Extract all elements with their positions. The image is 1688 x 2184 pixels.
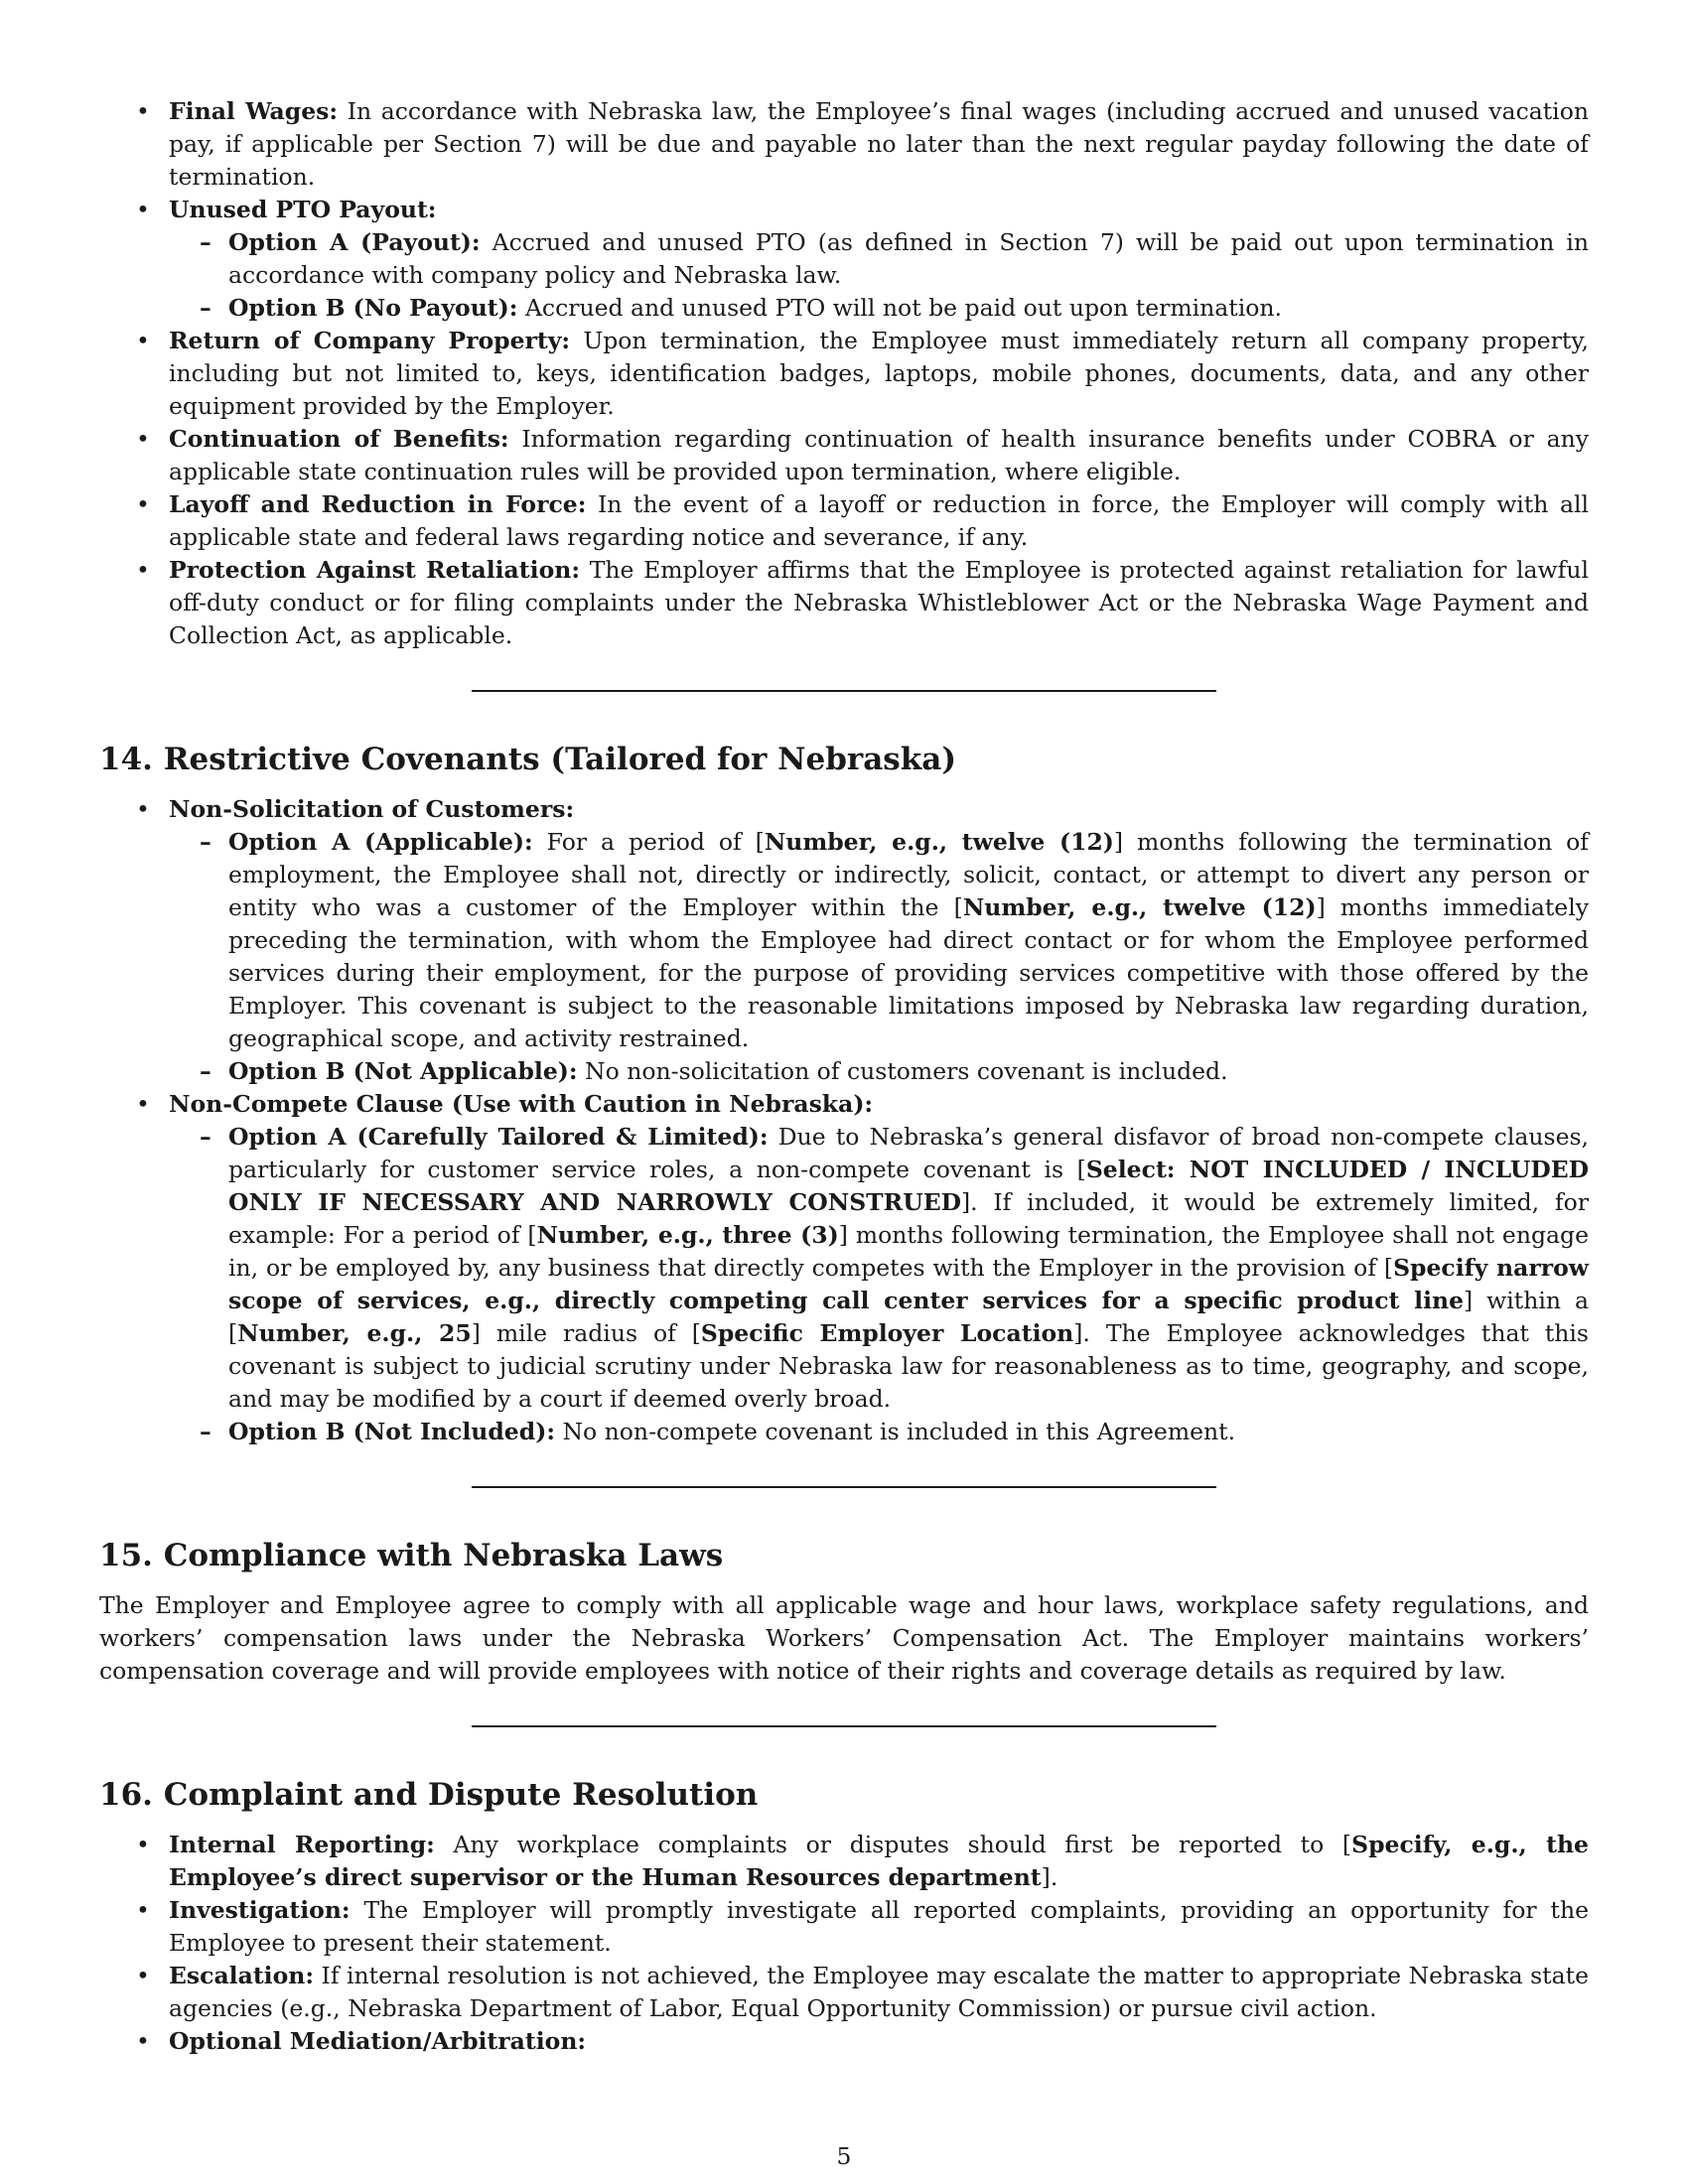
text-run: ] months immediately preceding the termination, with whom the Employee had direct contact or for whom the Employee performed services during their employment, for the purpose of providing services competitive with those offered by the Employer. This covenant is subject to the reasonable limitations imposed by Nebraska law regarding duration, geographical scope, and activity restrained. bbox=[228, 893, 1589, 1052]
item-label: Return of Company Property: bbox=[169, 327, 571, 354]
section-15-body: The Employer and Employee agree to comply with all applicable wage and hour laws, workplace safety regulations, and workers’ compensation laws under the Nebraska Workers’ Compensation Act. The Employer maintains workers’ compensation coverage and will provide employees with notice of their rights and coverage details as required by law. bbox=[99, 1591, 1589, 1685]
pto-option-b bbox=[169, 292, 1589, 325]
placeholder-text: Specific Employer Location bbox=[700, 1319, 1074, 1347]
item-text: Upon termination, the Employee must immediately return all company property, including but not limited to, keys, identification badges, laptops, mobile phones, documents, data, and any other equipment provided by the Employer. bbox=[169, 327, 1589, 420]
option-label: Option B (Not Included): bbox=[228, 1418, 555, 1445]
option-text: Accrued and unused PTO will not be paid out upon termination. bbox=[517, 294, 1282, 322]
text-run: ] months following the termination of employment, the Employee shall not, directly or indirectly, solicit, contact, or attempt to divert any person or entity who was a customer of the Employer within the [ bbox=[228, 828, 1590, 921]
list-item-investigation bbox=[99, 1894, 1589, 1960]
placeholder-text: Number, e.g., three (3) bbox=[536, 1221, 839, 1249]
item-label: Unused PTO Payout: bbox=[169, 196, 437, 223]
text-run: ] months following termination, the Employee shall not engage in, or be employed by, any business that directly competes with the Employer in the provision of [ bbox=[228, 1221, 1589, 1282]
section-16-list bbox=[99, 1829, 1589, 2058]
list-item-layoff bbox=[99, 488, 1589, 554]
list-item-continuation-benefits bbox=[99, 423, 1589, 488]
placeholder-text: Number, e.g., 25 bbox=[237, 1319, 472, 1347]
list-item-retaliation bbox=[99, 554, 1589, 652]
text-run: Due to Nebraska’s general disfavor of broad non-compete clauses, particularly for customer service roles, a non-compete covenant is [ bbox=[228, 1123, 1590, 1183]
item-label: Non-Solicitation of Customers: bbox=[169, 795, 575, 823]
item-text: The Employer affirms that the Employee is protected against retaliation for lawful off-duty conduct or for filing complaints under the Nebraska Whistleblower Act or the Nebraska Wage Payment and Collection Act, as applicable. bbox=[169, 556, 1589, 649]
termination-list bbox=[99, 95, 1589, 652]
list-item-internal-reporting bbox=[99, 1829, 1589, 1894]
section-15-heading: 15. Compliance with Nebraska Laws bbox=[99, 1538, 724, 1573]
option-text: No non-compete covenant is included in this Agreement. bbox=[555, 1418, 1236, 1445]
non-compete-options bbox=[169, 1121, 1589, 1448]
item-label: Investigation: bbox=[169, 1896, 351, 1924]
section-14-list bbox=[99, 793, 1589, 1448]
item-text: The Employer will promptly investigate all reported complaints, providing an opportunity for the Employee to present their statement. bbox=[169, 1896, 1589, 1957]
non-solicitation-options bbox=[169, 826, 1589, 1088]
list-item-return-property bbox=[99, 325, 1589, 423]
list-item-unused-pto bbox=[99, 194, 1589, 325]
item-label: Layoff and Reduction in Force: bbox=[169, 490, 587, 518]
option-label: Option A (Payout): bbox=[228, 228, 481, 256]
text-run: ] within a [ bbox=[228, 1287, 1589, 1347]
item-label: Internal Reporting: bbox=[169, 1831, 435, 1858]
option-label: Option A (Applicable): bbox=[228, 828, 533, 856]
non-solicitation-option-a bbox=[169, 826, 1589, 1055]
text-run: ]. The Employee acknowledges that this covenant is subject to judicial scrutiny under Nebraska law for reasonableness as to time, geography, and scope, and may be modified by a court if deemed overly broad. bbox=[228, 1319, 1589, 1413]
section-divider bbox=[472, 690, 1216, 692]
placeholder-text: Select: NOT INCLUDED / INCLUDED ONLY IF NECESSARY AND NARROWLY CONSTRUED bbox=[228, 1156, 1590, 1216]
list-item-non-solicitation bbox=[99, 793, 1589, 1088]
option-label: Option B (Not Applicable): bbox=[228, 1057, 578, 1085]
list-item-final-wages bbox=[99, 95, 1589, 194]
pto-options bbox=[169, 226, 1589, 325]
document-page bbox=[99, 95, 1589, 2058]
placeholder-text: Number, e.g., twelve (12) bbox=[962, 893, 1317, 921]
item-label: Escalation: bbox=[169, 1962, 315, 1989]
section-divider bbox=[472, 1486, 1216, 1488]
item-label: Continuation of Benefits: bbox=[169, 425, 509, 453]
item-label: Non-Compete Clause (Use with Caution in Nebraska): bbox=[169, 1090, 874, 1118]
item-text: In accordance with Nebraska law, the Employee’s final wages (including accrued and unused vacation pay, if applicable per Section 7) will be due and payable no later than the next regular payday following the date of termination. bbox=[169, 97, 1589, 191]
placeholder-text: Specify, e.g., the Employee’s direct supervisor or the Human Resources department bbox=[169, 1831, 1589, 1891]
non-compete-option-b bbox=[169, 1416, 1589, 1448]
section-16-heading: 16. Complaint and Dispute Resolution bbox=[99, 1777, 759, 1813]
non-solicitation-option-b bbox=[169, 1055, 1589, 1088]
section-divider bbox=[472, 1725, 1216, 1727]
option-label: Option B (No Payout): bbox=[228, 294, 518, 322]
option-text: Accrued and unused PTO (as defined in Section 7) will be paid out upon termination in accordance with company policy and Nebraska law. bbox=[228, 228, 1589, 289]
non-compete-option-a bbox=[169, 1121, 1589, 1416]
placeholder-text: Specify narrow scope of services, e.g., directly competing call center services for a specific product line bbox=[228, 1254, 1589, 1314]
item-label: Optional Mediation/Arbitration: bbox=[169, 2027, 587, 2055]
item-label: Protection Against Retaliation: bbox=[169, 556, 581, 584]
text-run: ] mile radius of [ bbox=[471, 1319, 701, 1347]
pto-option-a bbox=[169, 226, 1589, 292]
text-run: ]. bbox=[1041, 1863, 1058, 1891]
option-label: Option A (Carefully Tailored & Limited): bbox=[228, 1123, 769, 1151]
item-text: If internal resolution is not achieved, the Employee may escalate the matter to appropriate Nebraska state agencies (e.g., Nebraska Department of Labor, Equal Opportunity Commission) or pursue civil action. bbox=[169, 1962, 1589, 2022]
list-item-mediation bbox=[99, 2025, 1589, 2058]
text-run: ]. If included, it would be extremely limited, for example: For a period of [ bbox=[228, 1188, 1589, 1249]
text-run: For a period of [ bbox=[532, 828, 765, 856]
list-item-escalation bbox=[99, 1960, 1589, 2025]
text-run: Any workplace complaints or disputes should first be reported to [ bbox=[434, 1831, 1352, 1858]
placeholder-text: Number, e.g., twelve (12) bbox=[764, 828, 1114, 856]
option-text: No non-solicitation of customers covenant is included. bbox=[577, 1057, 1228, 1085]
item-label: Final Wages: bbox=[169, 97, 339, 125]
item-text: Information regarding continuation of health insurance benefits under COBRA or any applicable state continuation rules will be provided upon termination, where eligible. bbox=[169, 425, 1589, 485]
list-item-non-compete bbox=[99, 1088, 1589, 1448]
section-14-heading: 14. Restrictive Covenants (Tailored for Nebraska) bbox=[99, 742, 956, 777]
page-number: 5 bbox=[836, 2142, 852, 2170]
item-text: In the event of a layoff or reduction in force, the Employer will comply with all applicable state and federal laws regarding notice and severance, if any. bbox=[169, 490, 1589, 551]
